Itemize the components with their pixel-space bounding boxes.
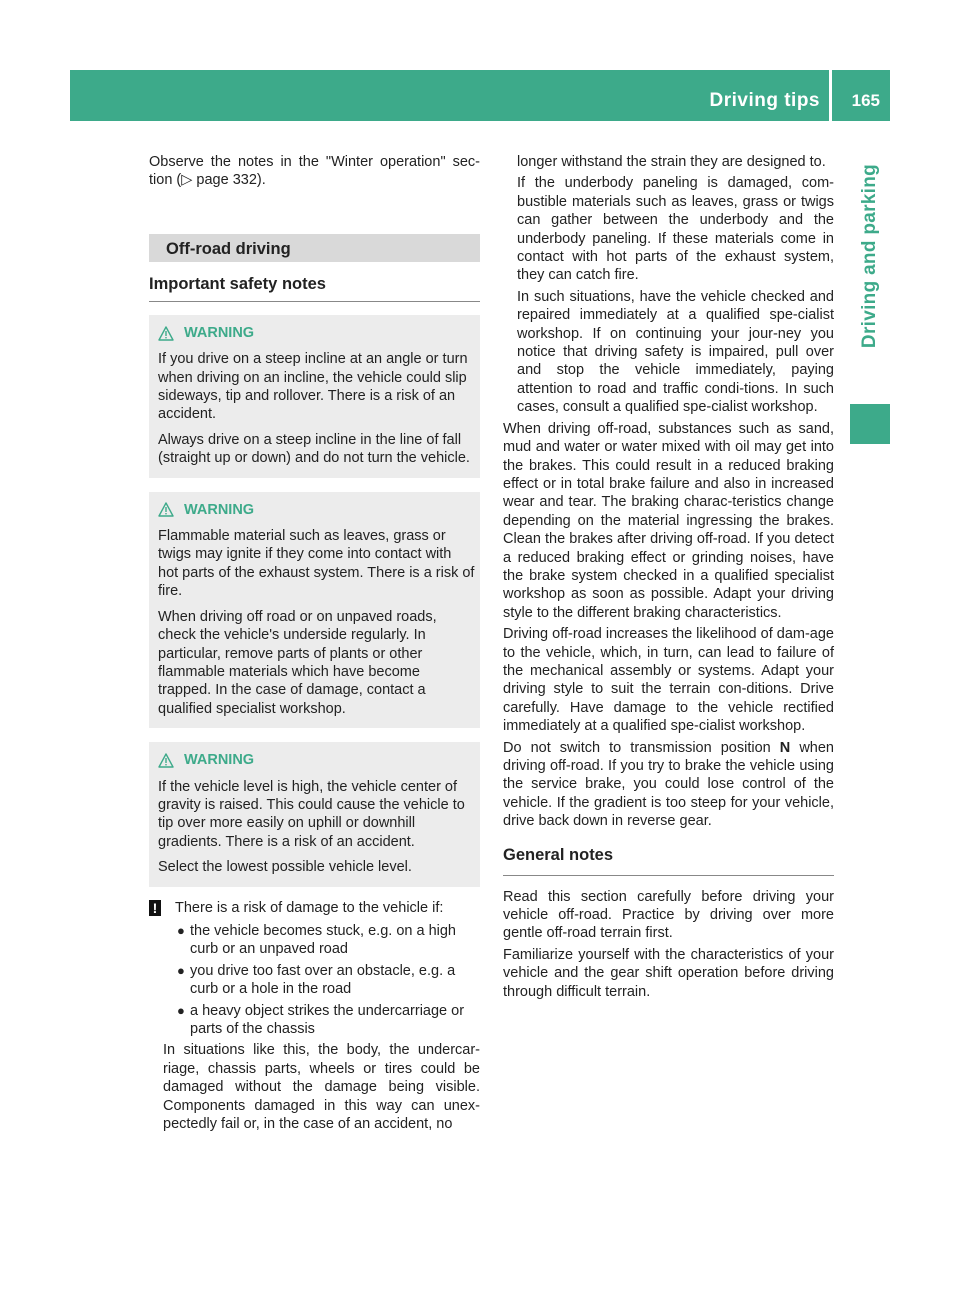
body-paragraph: Read this section carefully before driving your vehicle off-road. Practice by driving over more gentle off-road terrain first. xyxy=(503,888,834,942)
warning-box-3 xyxy=(149,742,480,886)
warning-paragraph: Select the lowest possible vehicle level. xyxy=(158,859,412,876)
subheading-general: General notes xyxy=(503,845,834,876)
warning-triangle-icon xyxy=(158,326,174,341)
warning-box-1 xyxy=(149,315,480,478)
bullet-icon: ● xyxy=(177,922,185,938)
notice-continuation: longer withstand the strain they are designed to. xyxy=(517,154,826,170)
page-header xyxy=(70,70,890,121)
header-separator xyxy=(829,70,832,121)
exclamation-icon: ! xyxy=(149,900,161,916)
notice-lead: There is a risk of damage to the vehicle if: xyxy=(175,899,444,916)
body-paragraph-transmission: Do not switch to transmission position N when driving off-road. If you try to brake the vehicle using the service brake, you could lose control of the vehicle. If the gradient is too steep for your vehicle, drive back down in reverse gear. xyxy=(503,739,834,830)
intro-paragraph: Observe the notes in the "Winter operation" sec-tion (▷ page 332). xyxy=(149,154,480,189)
damage-notice xyxy=(149,899,480,1134)
warning-title xyxy=(158,324,475,342)
warning-paragraph: Flammable material such as leaves, grass or twigs may ignite if they come into contact with hot parts of the exhaust system. There is a risk of fire. xyxy=(158,528,475,600)
warning-title xyxy=(158,751,475,769)
warning-paragraph: Always drive on a steep incline in the line of fall (straight up or down) and do not turn the vehicle. xyxy=(158,431,470,467)
side-tab-label: Driving and parking xyxy=(858,163,880,349)
list-item: ● the vehicle becomes stuck, e.g. on a high curb or an unpaved road xyxy=(177,922,456,958)
warning-label: WARNING xyxy=(184,501,255,518)
warning-triangle-icon xyxy=(158,502,174,517)
body-paragraph: Driving off-road increases the likelihood of dam-age to the vehicle, which, in turn, can lead to failure of the mechanical assembly or systems. Adapt your driving style to suit the terrain con-ditions. Drive carefully. Have damage to the vehicle rectified immediately at a qualified spe-cialist workshop. xyxy=(503,626,834,735)
section-title: Off-road driving xyxy=(149,234,480,262)
warning-label: WARNING xyxy=(184,324,255,341)
side-tab-marker xyxy=(850,404,890,444)
body-paragraph: When driving off-road, substances such as sand, mud and water or water mixed with oil may get into the brakes. This could result in a reduced braking effect or in total brake failure and also in increased wear and tear. The braking charac-teristics change depending on the material ingressing the brakes. Clean the brakes after driving off-road. If you detect a reduced braking effect or grinding noises, have the brake system checked in a qualified specialist workshop as soon as possible. Adapt your driving style to the different braking characteristics. xyxy=(503,420,834,621)
notice-paragraph: In such situations, have the vehicle checked and repaired immediately at a qualified spe-cialist workshop. If on continuing your jour-ney you notice that driving safety is impaired, pull over and stop the vehicle immediately, paying attention to road and traffic condi-tions. In such cases, consult a qualified spe-cialist workshop. xyxy=(517,288,834,416)
warning-box-2 xyxy=(149,492,480,728)
header-section-title: Driving tips xyxy=(709,90,820,111)
subheading-safety: Important safety notes xyxy=(149,274,480,302)
notice-tail: In situations like this, the body, the undercar-riage, chassis parts, wheels or tires could be damaged without the damage being visible. Components damaged in this way can unex-pectedly fail or, in the case of an accident, no xyxy=(163,1042,480,1133)
bullet-icon: ● xyxy=(177,962,185,978)
warning-paragraph: If the vehicle level is high, the vehicle center of gravity is raised. This could cause the vehicle to tip over more easily on uphill or downhill gradients. There is a risk of an accident. xyxy=(158,778,465,850)
notice-bullet-list xyxy=(163,922,480,1038)
left-column xyxy=(149,153,480,1136)
warning-label: WARNING xyxy=(184,752,255,769)
list-item: ● you drive too fast over an obstacle, e.g. a curb or a hole in the road xyxy=(177,962,456,998)
warning-paragraph: When driving off road or on unpaved roads, check the vehicle's underside regularly. In particular, remove parts of plants or other flammable materials which have become trapped. In the case of damage, contact a qualified specialist workshop. xyxy=(158,608,437,717)
warning-paragraph: If you drive on a steep incline at an angle or turn when driving on an incline, the vehicle could slip sideways, tip and rollover. There is a risk of an accident. xyxy=(158,351,468,423)
bullet-icon: ● xyxy=(177,1002,185,1018)
list-item: ● a heavy object strikes the undercarriage or parts of the chassis xyxy=(177,1002,465,1037)
warning-triangle-icon xyxy=(158,753,174,768)
warning-title xyxy=(158,501,475,519)
page-number: 165 xyxy=(851,91,880,110)
body-paragraph: Familiarize yourself with the characteristics of your vehicle and the gear shift operation before driving through difficult terrain. xyxy=(503,946,834,1000)
notice-paragraph: If the underbody paneling is damaged, com-bustible materials such as leaves, grass or twigs can gather between the underbody and the underbody paneling. If these materials come in contact with hot parts of the exhaust system, they can catch fire. xyxy=(517,175,834,284)
right-column xyxy=(503,153,834,1004)
continued-notice xyxy=(503,153,834,417)
gear-position-n: N xyxy=(779,739,791,756)
